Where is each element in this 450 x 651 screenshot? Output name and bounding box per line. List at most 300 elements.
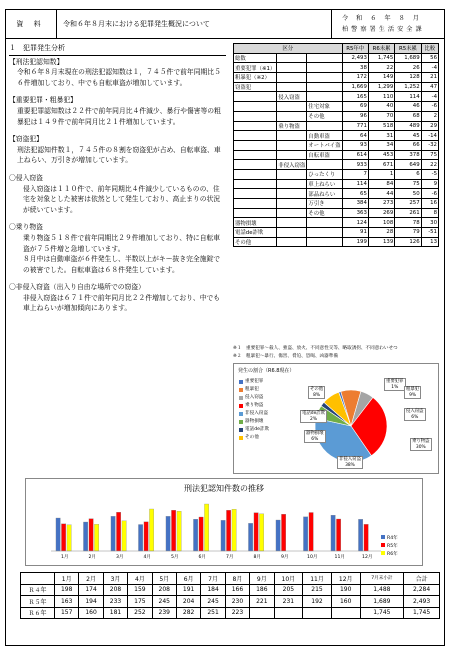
monthly-cell bbox=[303, 607, 332, 619]
table-row bbox=[234, 228, 439, 238]
bar bbox=[254, 513, 258, 551]
crime-stats-table bbox=[233, 43, 439, 247]
monthly-header-cell: 1月 bbox=[55, 573, 79, 585]
table-row bbox=[234, 218, 439, 228]
bar bbox=[138, 525, 142, 552]
bar-chart-title: 刑法犯認知件数の推移 bbox=[184, 484, 264, 493]
monthly-cell: 198 bbox=[55, 584, 79, 596]
monthly-header-cell: 2月 bbox=[79, 573, 103, 585]
monthly-header-cell: 5月 bbox=[152, 573, 176, 585]
stats-value-cell: 28 bbox=[368, 228, 394, 238]
bar bbox=[232, 509, 236, 551]
monthly-cell: 166 bbox=[225, 584, 249, 596]
stats-value-cell: 378 bbox=[395, 150, 421, 160]
pie-data-label: 電話de詐欺 2% bbox=[302, 411, 326, 422]
stats-value-cell: 128 bbox=[395, 73, 421, 83]
table-row bbox=[234, 63, 439, 73]
monthly-cell: Ｒ５年 bbox=[21, 596, 55, 608]
stats-value-cell: 363 bbox=[342, 208, 368, 218]
para-body: 令和６年８月末現在の刑法犯認知数は１，７４５件で前年同期比５６件増加しており、中でも自転車盗が増加しています。 bbox=[17, 68, 221, 87]
pie-data-label: 粗暴犯 9% bbox=[406, 387, 420, 398]
bar-chart bbox=[25, 478, 423, 566]
stats-label-cell bbox=[234, 199, 277, 209]
stats-label-cell bbox=[234, 160, 277, 170]
stats-label-cell: その他 bbox=[234, 237, 277, 247]
monthly-cell: 1,488 bbox=[360, 584, 404, 596]
bar bbox=[149, 509, 153, 551]
pie-data-label: 侵入窃盗 6% bbox=[406, 409, 424, 420]
x-tick-label: 11月 bbox=[334, 555, 345, 560]
stats-label-cell bbox=[277, 102, 307, 112]
stats-value-cell: 66 bbox=[395, 140, 421, 150]
stats-value-cell: -5 bbox=[421, 169, 438, 179]
pie-data-label: その他 8% bbox=[310, 387, 324, 398]
monthly-cell: 194 bbox=[79, 596, 103, 608]
stats-value-cell: 199 bbox=[342, 237, 368, 247]
stats-label-cell bbox=[277, 169, 307, 179]
monthly-cell: 223 bbox=[225, 607, 249, 619]
stats-value-cell: 6 bbox=[395, 169, 421, 179]
x-tick-label: 2月 bbox=[88, 555, 97, 560]
monthly-cell: 245 bbox=[152, 596, 176, 608]
stats-label-cell bbox=[277, 179, 307, 189]
stats-value-cell: 273 bbox=[368, 199, 394, 209]
stats-value-cell: 22 bbox=[368, 63, 394, 73]
doc-office: 柏警察署生活安全課 bbox=[342, 25, 425, 33]
stats-value-cell: 29 bbox=[421, 121, 438, 131]
monthly-header-cell: 8月 bbox=[225, 573, 249, 585]
stats-value-cell: 26 bbox=[395, 63, 421, 73]
pie-data-label: 乗り物盗 30% bbox=[412, 439, 430, 450]
stats-label-cell: 重要犯罪（※1） bbox=[234, 63, 277, 73]
legend-label: R5年 bbox=[387, 544, 398, 549]
stats-label-cell bbox=[234, 102, 277, 112]
para-title: 〇非侵入窃盗（出入り自由な場所での窃盗） bbox=[9, 283, 145, 292]
monthly-cell: 208 bbox=[103, 584, 127, 596]
stats-label-cell: オートバイ盗 bbox=[307, 140, 342, 150]
stats-label-cell bbox=[277, 63, 307, 73]
stats-value-cell: 21 bbox=[421, 73, 438, 83]
stats-label-cell: 車上ねらい bbox=[307, 179, 342, 189]
x-tick-label: 8月 bbox=[253, 555, 262, 560]
para-title: 【窃盗犯】 bbox=[9, 135, 43, 144]
bar bbox=[61, 524, 65, 551]
stats-value-cell: 30 bbox=[421, 218, 438, 228]
stats-value-cell: 269 bbox=[368, 208, 394, 218]
x-tick-label: 7月 bbox=[225, 555, 234, 560]
para-body: ８月中は自動車盗が６件発生し、半数以上がキー抜き完全施錠での被害でした。自転車盗は６８件発生しています。 bbox=[23, 255, 221, 274]
stats-value-cell: 110 bbox=[368, 92, 394, 102]
stats-header-cell: R5未累 bbox=[395, 44, 421, 54]
table-notes bbox=[233, 345, 439, 361]
stats-label-cell bbox=[234, 189, 277, 199]
stats-label-cell: その他 bbox=[307, 111, 342, 121]
bar bbox=[83, 522, 87, 551]
pie-data-label: 器物損壊 6% bbox=[306, 431, 324, 442]
stats-value-cell: 16 bbox=[421, 199, 438, 209]
bar bbox=[281, 514, 285, 551]
monthly-header-cell: 11月 bbox=[303, 573, 332, 585]
bar bbox=[193, 519, 197, 551]
bar bbox=[226, 510, 230, 551]
monthly-cell: 239 bbox=[152, 607, 176, 619]
stats-label-cell bbox=[277, 218, 307, 228]
stats-value-cell: 1,299 bbox=[368, 82, 394, 92]
doc-date: 令 和 ６ 年 ８ 月 bbox=[342, 14, 422, 22]
bar bbox=[221, 520, 225, 551]
monthly-cell: 2,493 bbox=[404, 596, 440, 608]
stats-label-cell bbox=[307, 92, 342, 102]
doc-meta bbox=[332, 9, 445, 38]
monthly-header-cell: 9月 bbox=[250, 573, 274, 585]
monthly-header-cell: 3月 bbox=[103, 573, 127, 585]
bar bbox=[116, 512, 120, 551]
monthly-cell bbox=[274, 607, 303, 619]
stats-label-cell: 器物損壊 bbox=[234, 218, 277, 228]
stats-value-cell: 68 bbox=[395, 111, 421, 121]
stats-value-cell: 126 bbox=[395, 237, 421, 247]
bar bbox=[259, 514, 263, 551]
table-row bbox=[234, 121, 439, 131]
table-row bbox=[234, 169, 439, 179]
x-tick-label: 10月 bbox=[307, 555, 318, 560]
monthly-header-cell: 6月 bbox=[176, 573, 200, 585]
monthly-cell: 221 bbox=[250, 596, 274, 608]
stats-value-cell: 69 bbox=[342, 102, 368, 112]
table-row bbox=[234, 92, 439, 102]
stats-value-cell: 78 bbox=[395, 218, 421, 228]
stats-label-cell bbox=[277, 199, 307, 209]
pie-data-label: 非侵入窃盗 38% bbox=[339, 457, 361, 468]
stats-value-cell: 257 bbox=[395, 199, 421, 209]
stats-value-cell: -6 bbox=[421, 189, 438, 199]
stats-value-cell: 1,669 bbox=[342, 82, 368, 92]
stats-value-cell: 172 bbox=[342, 73, 368, 83]
table-row bbox=[21, 607, 440, 619]
para-title: 【重要犯罪・粗暴犯】 bbox=[9, 96, 77, 105]
stats-value-cell: 9 bbox=[421, 179, 438, 189]
stats-label-cell bbox=[277, 53, 307, 63]
doc-label: 資 料 bbox=[5, 9, 57, 38]
stats-label-cell: 自転車盗 bbox=[307, 150, 342, 160]
monthly-cell: 192 bbox=[303, 596, 332, 608]
stats-label-cell bbox=[234, 140, 277, 150]
monthly-cell: 282 bbox=[176, 607, 200, 619]
pie-legend-item: 非侵入窃盗 bbox=[239, 410, 269, 418]
monthly-cell: 208 bbox=[152, 584, 176, 596]
stats-value-cell: 75 bbox=[395, 179, 421, 189]
stats-label-cell: 電話de詐欺 bbox=[234, 228, 277, 238]
table-row bbox=[234, 131, 439, 141]
pie-legend-item: 粗暴犯 bbox=[239, 386, 269, 394]
document-header bbox=[5, 9, 445, 39]
monthly-header-cell: 12月 bbox=[331, 573, 360, 585]
bar bbox=[56, 518, 60, 551]
table-row bbox=[234, 189, 439, 199]
para-body: 刑法犯認知件数１，７４５件の８割を窃盗犯が占め、自転車盗、車上ねらい、万引きが増加しています。 bbox=[17, 145, 221, 165]
stats-label-cell bbox=[234, 111, 277, 121]
legend-swatch bbox=[381, 551, 385, 555]
table-row bbox=[234, 199, 439, 209]
monthly-cell: 252 bbox=[128, 607, 152, 619]
stats-value-cell: -6 bbox=[421, 102, 438, 112]
stats-value-cell: 671 bbox=[368, 160, 394, 170]
x-tick-label: 3月 bbox=[115, 555, 124, 560]
stats-value-cell: 124 bbox=[342, 218, 368, 228]
stats-label-cell: 乗り物盗 bbox=[277, 121, 307, 131]
para-body: 乗り物盗５１８件で前年同期比２９件増加しており、特に自転車盗が７５件増と急増しています。 bbox=[23, 233, 221, 253]
stats-value-cell: 75 bbox=[421, 150, 438, 160]
stats-label-cell: その他 bbox=[307, 208, 342, 218]
stats-value-cell: 489 bbox=[395, 121, 421, 131]
monthly-cell: 1,745 bbox=[360, 607, 404, 619]
pie-legend-item: その他 bbox=[239, 434, 269, 442]
stats-value-cell: 8 bbox=[421, 208, 438, 218]
stats-label-cell bbox=[277, 131, 307, 141]
stats-value-cell: 50 bbox=[395, 189, 421, 199]
monthly-header-cell bbox=[21, 573, 55, 585]
pie-legend-item: 器物損壊 bbox=[239, 418, 269, 426]
legend-swatch bbox=[381, 535, 385, 539]
monthly-cell: 186 bbox=[250, 584, 274, 596]
stats-label-cell bbox=[277, 140, 307, 150]
monthly-header-cell: 4月 bbox=[128, 573, 152, 585]
stats-label-cell bbox=[307, 218, 342, 228]
bar bbox=[144, 522, 148, 551]
stats-label-cell bbox=[307, 73, 342, 83]
stats-value-cell: 114 bbox=[395, 92, 421, 102]
para-body: 重要犯罪認知数は２２件で前年同月比４件減少、暴行や傷害等の粗暴犯は１４９件で前年同月比２１件増加しています。 bbox=[17, 106, 221, 126]
monthly-cell bbox=[250, 607, 274, 619]
legend-swatch bbox=[381, 543, 385, 547]
monthly-cell: Ｒ４年 bbox=[21, 584, 55, 596]
monthly-cell: 215 bbox=[303, 584, 332, 596]
stats-value-cell: 165 bbox=[342, 92, 368, 102]
stats-value-cell: 56 bbox=[421, 53, 438, 63]
stats-value-cell: 149 bbox=[368, 73, 394, 83]
stats-label-cell: 非侵入窃盗 bbox=[277, 160, 307, 170]
stats-value-cell: 84 bbox=[368, 179, 394, 189]
stats-value-cell: 79 bbox=[395, 228, 421, 238]
note-2: ※２ 粗暴犯～暴行、傷害、脅迫、恐喝、凶器準備 bbox=[233, 354, 338, 359]
bar bbox=[358, 519, 362, 551]
stats-value-cell: 45 bbox=[395, 131, 421, 141]
stats-header-cell: R5年中 bbox=[342, 44, 368, 54]
x-tick-label: 12月 bbox=[362, 555, 373, 560]
stats-label-cell: ひったくり bbox=[307, 169, 342, 179]
stats-value-cell: 649 bbox=[395, 160, 421, 170]
stats-value-cell: -51 bbox=[421, 228, 438, 238]
table-row bbox=[234, 111, 439, 121]
stats-value-cell: 518 bbox=[368, 121, 394, 131]
bar bbox=[331, 515, 335, 551]
stats-label-cell: 窃盗犯 bbox=[234, 82, 277, 92]
stats-value-cell: 261 bbox=[395, 208, 421, 218]
x-tick-label: 5月 bbox=[170, 555, 179, 560]
stats-value-cell: 7 bbox=[342, 169, 368, 179]
para-title: 〇侵入窃盗 bbox=[9, 173, 43, 182]
stats-header-cell: 区分 bbox=[234, 44, 343, 54]
table-row bbox=[234, 82, 439, 92]
stats-label-cell bbox=[277, 237, 307, 247]
monthly-cell: 233 bbox=[103, 596, 127, 608]
stats-value-cell: 139 bbox=[368, 237, 394, 247]
monthly-header-cell: 7月末小計 bbox=[360, 573, 404, 585]
bar bbox=[122, 521, 126, 551]
stats-label-cell bbox=[277, 111, 307, 121]
monthly-cell: 160 bbox=[331, 596, 360, 608]
stats-label-cell bbox=[277, 73, 307, 83]
monthly-header-cell: 合計 bbox=[404, 573, 440, 585]
bar bbox=[199, 517, 203, 551]
para-title: 【刑法犯認知数】 bbox=[9, 57, 64, 66]
stats-label-cell bbox=[307, 82, 342, 92]
pie-legend-item: 侵入窃盗 bbox=[239, 394, 269, 402]
bar bbox=[248, 523, 252, 551]
x-tick-label: 4月 bbox=[143, 555, 152, 560]
stats-label-cell bbox=[234, 150, 277, 160]
stats-value-cell: 93 bbox=[342, 140, 368, 150]
analysis-text bbox=[9, 43, 226, 314]
legend-label: R6年 bbox=[387, 552, 398, 557]
stats-label-cell: 侵入窃盗 bbox=[277, 92, 307, 102]
stats-label-cell bbox=[234, 121, 277, 131]
table-row bbox=[21, 596, 440, 608]
monthly-cell: 205 bbox=[274, 584, 303, 596]
bar bbox=[89, 519, 93, 551]
bar bbox=[364, 524, 368, 551]
stats-label-cell bbox=[234, 179, 277, 189]
pie-title: 発生の割合（R6.8現在） bbox=[238, 368, 295, 374]
stats-label-cell bbox=[307, 237, 342, 247]
stats-value-cell: 65 bbox=[342, 189, 368, 199]
bar bbox=[204, 504, 208, 551]
stats-value-cell: 453 bbox=[368, 150, 394, 160]
stats-label-cell bbox=[307, 63, 342, 73]
table-row bbox=[234, 150, 439, 160]
stats-value-cell: 70 bbox=[368, 111, 394, 121]
stats-label-cell bbox=[277, 150, 307, 160]
table-row bbox=[234, 237, 439, 247]
stats-label-cell: 自動車盗 bbox=[307, 131, 342, 141]
table-row bbox=[234, 73, 439, 83]
stats-label-cell: 万引き bbox=[307, 199, 342, 209]
stats-label-cell bbox=[307, 53, 342, 63]
stats-value-cell: -32 bbox=[421, 140, 438, 150]
table-row bbox=[234, 53, 439, 63]
monthly-cell: 1,689 bbox=[360, 596, 404, 608]
monthly-cell: 231 bbox=[274, 596, 303, 608]
monthly-cell: 2,284 bbox=[404, 584, 440, 596]
stats-value-cell: 38 bbox=[342, 63, 368, 73]
stats-value-cell: 1 bbox=[368, 169, 394, 179]
stats-label-cell bbox=[234, 169, 277, 179]
stats-value-cell: 384 bbox=[342, 199, 368, 209]
stats-value-cell: 1,745 bbox=[368, 53, 394, 63]
table-row bbox=[234, 140, 439, 150]
stats-value-cell: 47 bbox=[421, 82, 438, 92]
stats-value-cell: 64 bbox=[342, 131, 368, 141]
monthly-cell: 184 bbox=[201, 584, 225, 596]
monthly-cell: 245 bbox=[201, 596, 225, 608]
monthly-cell: 175 bbox=[128, 596, 152, 608]
monthly-cell: 230 bbox=[225, 596, 249, 608]
stats-label-cell bbox=[234, 208, 277, 218]
monthly-header-cell: 7月 bbox=[201, 573, 225, 585]
para-body: 非侵入窃盗は６７１件で前年同月比２２件増加しており、中でも車上ねらいが増加傾向にあります。 bbox=[23, 293, 221, 313]
bar bbox=[276, 520, 280, 551]
stats-value-cell: -14 bbox=[421, 131, 438, 141]
bar-svg bbox=[26, 479, 424, 567]
pie-data-label: 重要犯罪 1% bbox=[386, 379, 404, 390]
table-row bbox=[234, 160, 439, 170]
stats-value-cell: 13 bbox=[421, 237, 438, 247]
stats-value-cell: 22 bbox=[421, 160, 438, 170]
stats-value-cell: 614 bbox=[342, 150, 368, 160]
bar bbox=[67, 525, 71, 551]
stats-value-cell: 1,689 bbox=[395, 53, 421, 63]
table-row bbox=[234, 102, 439, 112]
pie-legend-item: 電話de詐欺 bbox=[239, 426, 269, 434]
stats-label-cell: 粗暴犯（※2） bbox=[234, 73, 277, 83]
bar bbox=[177, 511, 181, 551]
stats-value-cell: 96 bbox=[342, 111, 368, 121]
monthly-table bbox=[20, 572, 440, 619]
bar bbox=[111, 516, 115, 551]
stats-value-cell: 46 bbox=[395, 102, 421, 112]
monthly-cell: 251 bbox=[201, 607, 225, 619]
stats-header-cell: 比較 bbox=[421, 44, 438, 54]
stats-value-cell: 108 bbox=[368, 218, 394, 228]
stats-label-cell bbox=[277, 189, 307, 199]
bar bbox=[94, 524, 98, 551]
note-1: ※１ 重要犯罪～殺人、強盗、放火、不同意性交等、略取誘拐、不同意わいせつ bbox=[233, 346, 398, 351]
section-heading: １ 犯罪発生分析 bbox=[9, 43, 226, 56]
monthly-cell: 191 bbox=[176, 584, 200, 596]
stats-value-cell: 91 bbox=[342, 228, 368, 238]
monthly-cell: 181 bbox=[103, 607, 127, 619]
stats-value-cell: 2,493 bbox=[342, 53, 368, 63]
stats-value-cell: -4 bbox=[421, 92, 438, 102]
stats-value-cell: 44 bbox=[368, 189, 394, 199]
monthly-cell: 204 bbox=[176, 596, 200, 608]
x-tick-label: 6月 bbox=[198, 555, 207, 560]
legend-label: R4年 bbox=[387, 536, 398, 541]
stats-label-cell: 部品ねらい bbox=[307, 189, 342, 199]
stats-label-cell bbox=[234, 131, 277, 141]
bar bbox=[309, 513, 313, 552]
stats-label-cell: 総数 bbox=[234, 53, 277, 63]
monthly-cell: 174 bbox=[79, 584, 103, 596]
monthly-cell: 1,745 bbox=[404, 607, 440, 619]
monthly-cell: 157 bbox=[55, 607, 79, 619]
stats-value-cell: 2 bbox=[421, 111, 438, 121]
bar bbox=[303, 517, 307, 551]
stats-value-cell: 40 bbox=[368, 102, 394, 112]
bar bbox=[336, 519, 340, 551]
table-row bbox=[234, 179, 439, 189]
stats-label-cell bbox=[307, 160, 342, 170]
stats-label-cell bbox=[277, 208, 307, 218]
monthly-cell: 159 bbox=[128, 584, 152, 596]
monthly-cell: 160 bbox=[79, 607, 103, 619]
monthly-cell: 190 bbox=[331, 584, 360, 596]
stats-value-cell: -4 bbox=[421, 63, 438, 73]
stats-header-cell: R6未累 bbox=[368, 44, 394, 54]
table-row bbox=[21, 584, 440, 596]
x-tick-label: 1月 bbox=[60, 555, 69, 560]
stats-value-cell: 114 bbox=[342, 179, 368, 189]
